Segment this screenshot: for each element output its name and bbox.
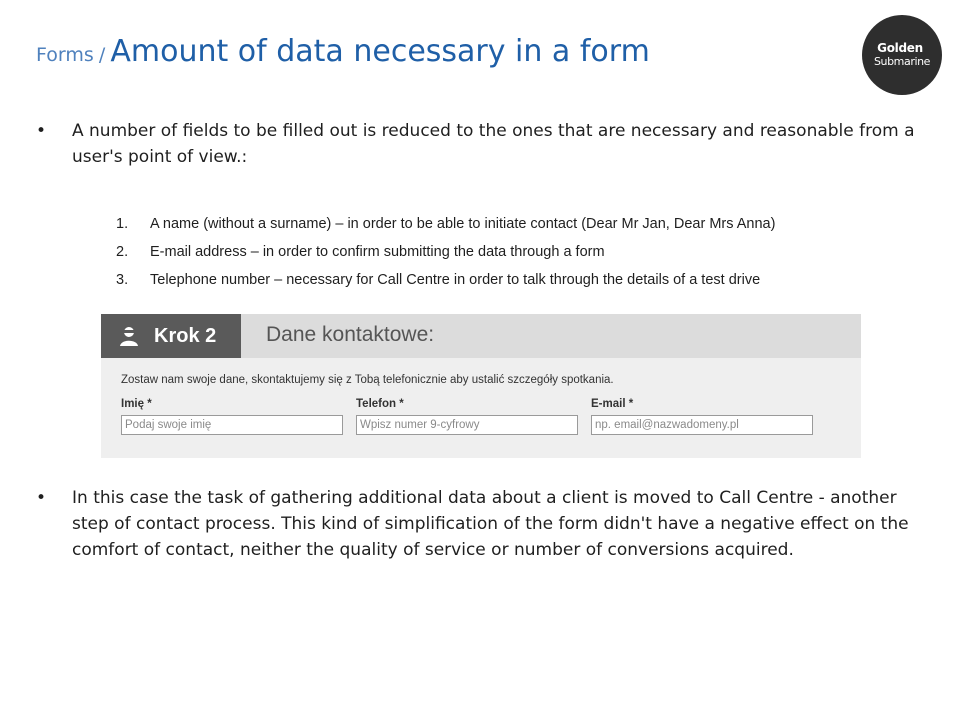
item-number: 2. <box>116 244 129 260</box>
item-number: 3. <box>116 272 129 288</box>
item-text: Telephone number – necessary for Call Centre in order to talk through the details of a test drive <box>150 272 761 288</box>
phone-label: Telefon * <box>356 398 404 410</box>
golden-submarine-logo <box>862 15 942 95</box>
bullet-icon: • <box>36 121 47 141</box>
logo-text-line1: Golden <box>877 41 923 55</box>
form-description: Zostaw nam swoje dane, skontaktujemy się z Tobą telefonicznie aby ustalić szczegóły spotkania. <box>121 374 614 386</box>
bullet-text: In this case the task of gathering additional data about a client is moved to Call Centre - another step of contact process. This kind of simplification of the form didn't have a negative effect on the comfort of contact, neither the quality of service or number of conversions acquired. <box>72 488 909 560</box>
page-title: Amount of data necessary in a form <box>110 34 650 69</box>
name-field <box>121 398 345 435</box>
form-header <box>101 314 861 358</box>
email-label: E-mail * <box>591 398 634 410</box>
section-label: Forms <box>36 44 94 66</box>
step-indicator <box>101 314 241 358</box>
slide-title <box>36 34 650 69</box>
item-text: E-mail address – in order to confirm submitting the data through a form <box>150 244 605 260</box>
contact-form-screenshot <box>101 314 861 458</box>
numbered-item <box>116 266 916 294</box>
bullet-list-bottom <box>36 485 916 563</box>
phone-input[interactable] <box>356 415 578 435</box>
step-label: Krok 2 <box>154 324 217 347</box>
name-input[interactable] <box>121 415 343 435</box>
form-heading-colon: : <box>428 323 435 346</box>
bullet-item <box>36 485 916 563</box>
numbered-item <box>116 210 916 238</box>
form-heading <box>266 323 434 347</box>
email-field <box>591 398 815 435</box>
bullet-item <box>36 118 916 170</box>
user-icon <box>118 325 140 347</box>
phone-field <box>356 398 580 435</box>
numbered-item <box>116 238 916 266</box>
bullet-list-top <box>36 118 916 170</box>
email-input[interactable] <box>591 415 813 435</box>
title-separator: / <box>98 44 106 66</box>
form-heading-text: Dane kontaktowe <box>266 323 429 346</box>
bullet-text: A number of fields to be filled out is reduced to the ones that are necessary and reasonable from a user's point of view.: <box>72 121 915 167</box>
item-text: A name (without a surname) – in order to be able to initiate contact (Dear Mr Jan, Dear Mrs Anna) <box>150 216 776 232</box>
name-label: Imię * <box>121 398 152 410</box>
numbered-list <box>116 210 916 294</box>
bullet-icon: • <box>36 488 47 508</box>
item-number: 1. <box>116 216 129 232</box>
logo-text-line2: Submarine <box>873 55 931 68</box>
